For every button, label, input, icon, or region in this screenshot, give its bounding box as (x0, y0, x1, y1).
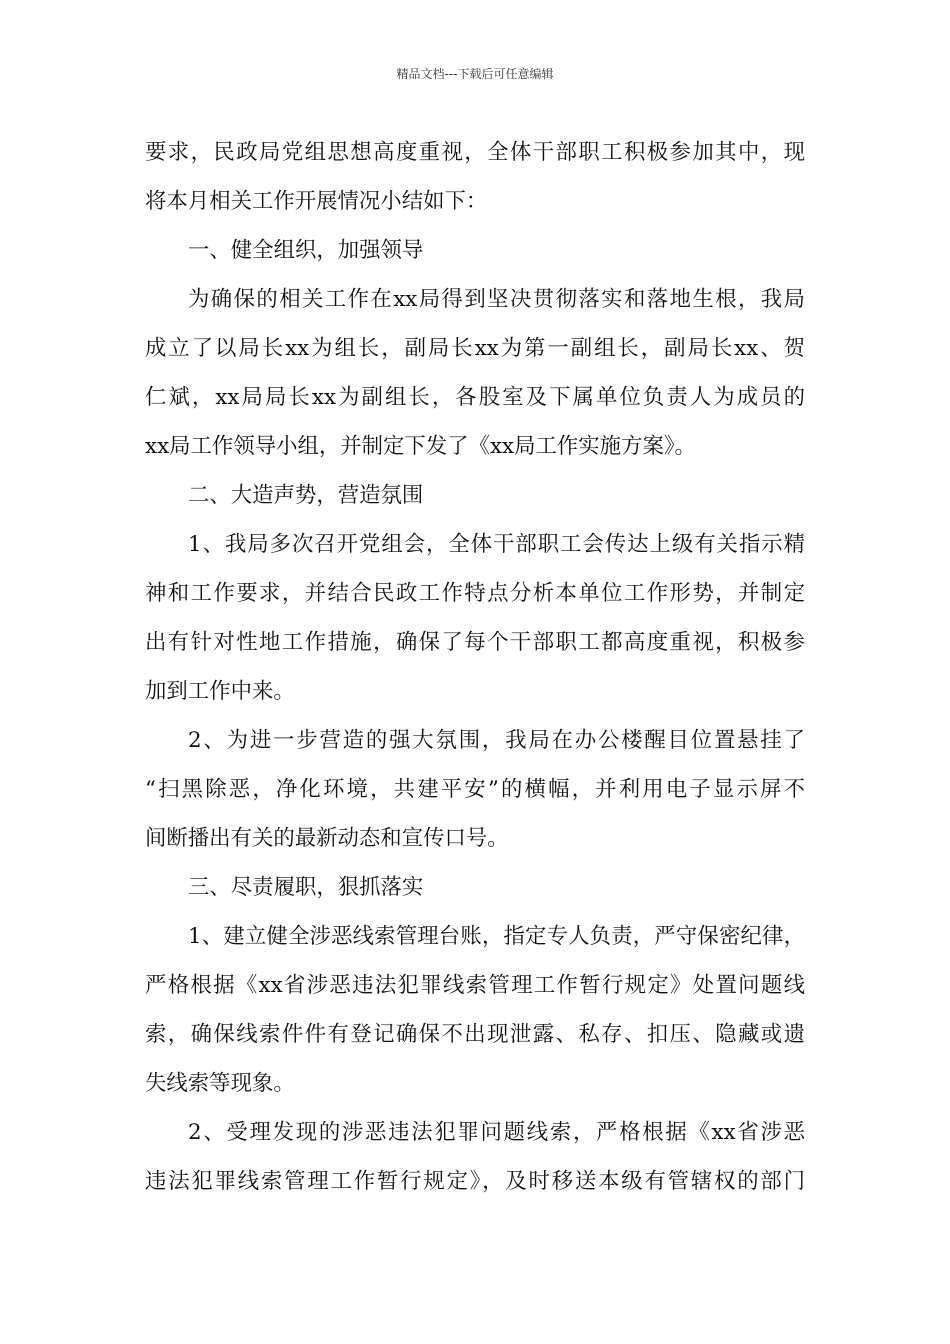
text-line: 1、我局多次召开党组会，全体干部职工会传达上级有关指示精 (188, 532, 805, 557)
text-line: 要求，民政局党组思想高度重视，全体干部职工积极参加其中，现 (145, 140, 805, 165)
text-line: 违法犯罪线索管理工作暂行规定》，及时移送本级有管辖权的部门 (145, 1169, 805, 1194)
text-line: 加到工作中来。 (145, 679, 295, 704)
text-line: 2、受理发现的涉恶违法犯罪问题线索，严格根据《xx省涉恶 (188, 1120, 805, 1145)
text-line: 间断播出有关的最新动态和宣传口号。 (145, 826, 509, 851)
text-line: 将本月相关工作开展情况小结如下： (145, 189, 488, 214)
text-line: 一、健全组织，加强领导 (188, 238, 424, 263)
text-line: 严格根据《xx省涉恶违法犯罪线索管理工作暂行规定》处置问题线 (145, 973, 805, 998)
text-line: 神和工作要求，并结合民政工作特点分析本单位工作形势，并制定 (145, 581, 805, 606)
document-body (145, 128, 805, 1206)
text-line: 仁斌，xx局局长xx为副组长，各股室及下属单位负责人为成员的 (145, 385, 805, 410)
text-line: 2、为进一步营造的强大氛围，我局在办公楼醒目位置悬挂了 (188, 728, 805, 753)
text-line: 索，确保线索件件有登记确保不出现泄露、私存、扣压、隐藏或遗 (145, 1022, 805, 1047)
text-line: 成立了以局长xx为组长，副局长xx为第一副组长，副局长xx、贺 (145, 336, 805, 361)
text-line: 为确保的相关工作在xx局得到坚决贯彻落实和落地生根，我局 (188, 287, 805, 312)
text-line: 二、大造声势，营造氛围 (188, 483, 424, 508)
text-line: xx局工作领导小组，并制定下发了《xx局工作实施方案》。 (145, 434, 696, 459)
page-header: 精品文档---下载后可任意编辑 (396, 67, 554, 81)
text-line: 失线索等现象。 (145, 1071, 295, 1096)
text-line: 三、尽责履职，狠抓落实 (188, 875, 424, 900)
text-line: 1、建立健全涉恶线索管理台账，指定专人负责，严守保密纪律， (188, 924, 805, 949)
text-line: “扫黑除恶，净化环境，共建平安”的横幅，并利用电子显示屏不 (145, 777, 805, 802)
text-line: 出有针对性地工作措施，确保了每个干部职工都高度重视，积极参 (145, 630, 805, 655)
